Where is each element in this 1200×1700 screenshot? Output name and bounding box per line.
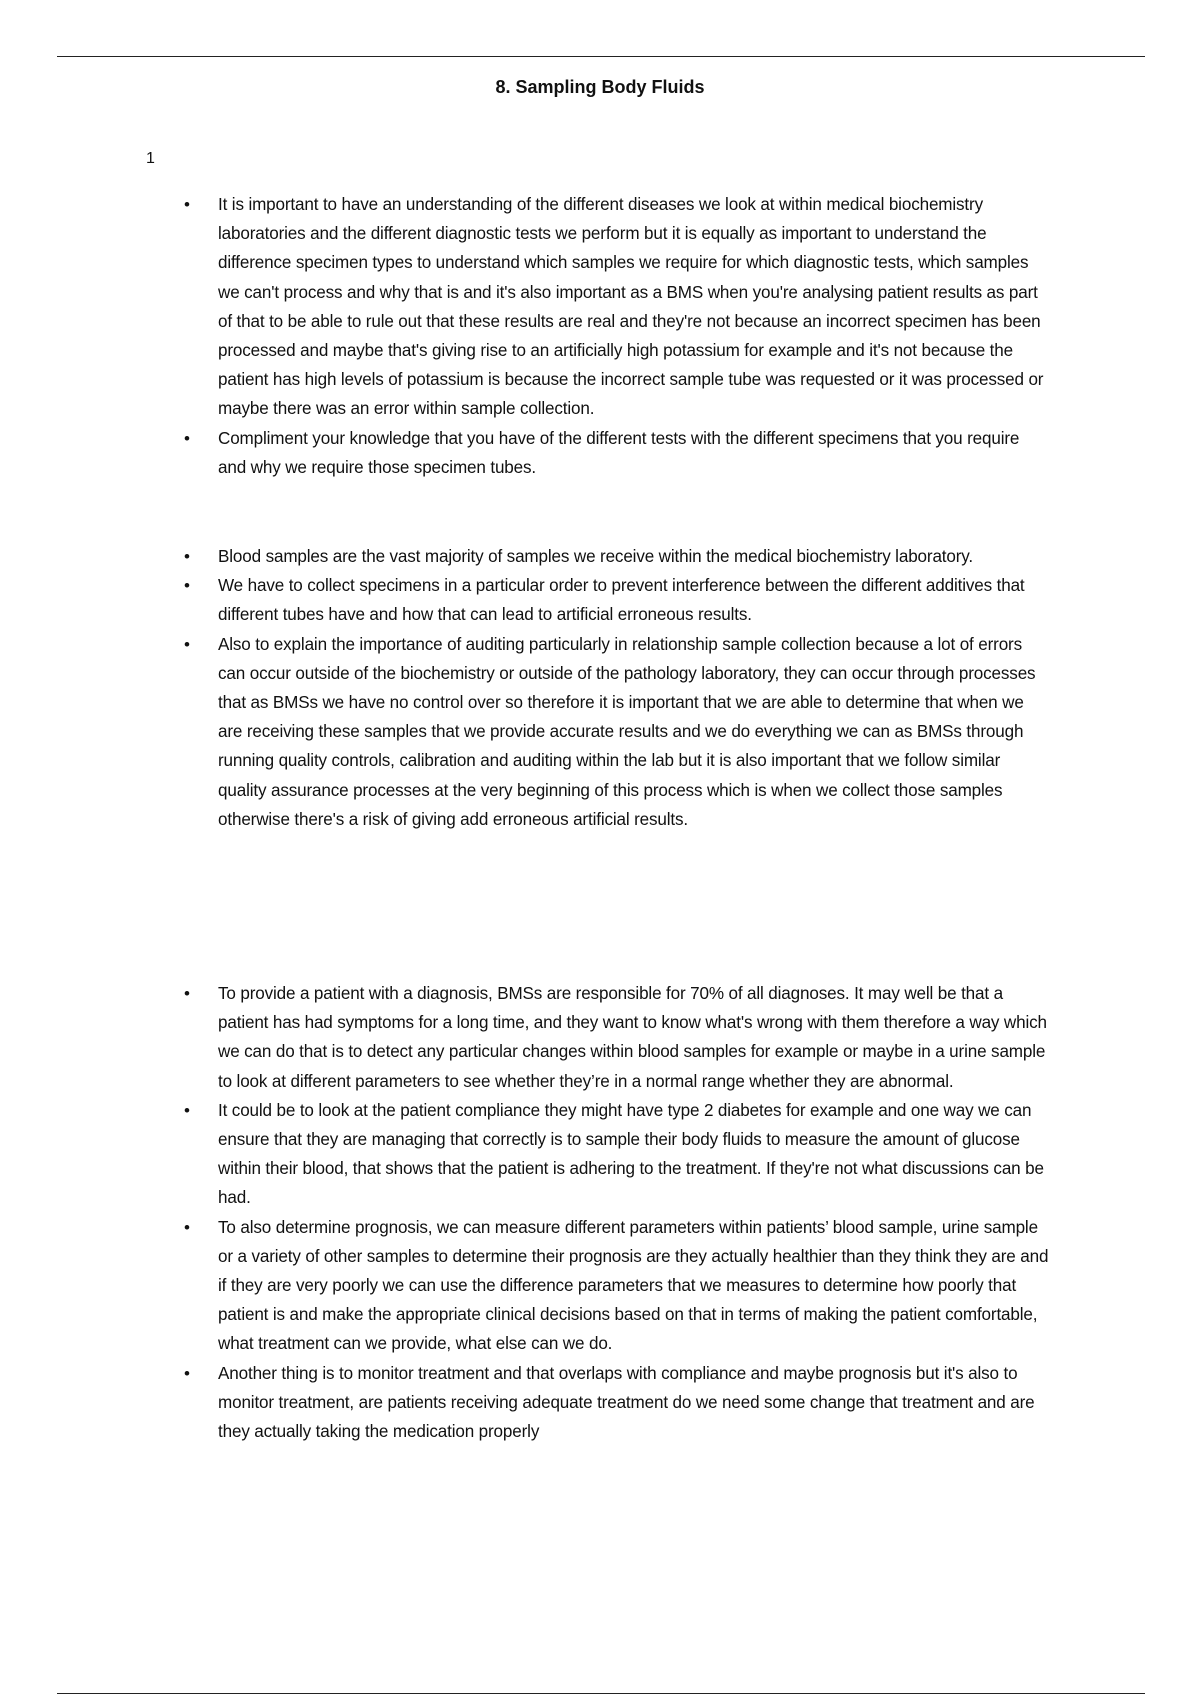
list-item — [180, 571, 1050, 629]
bullet-icon: • — [184, 984, 190, 1003]
bullet-icon: • — [184, 428, 190, 448]
bullet-icon: • — [184, 576, 190, 596]
list-item-text: We have to collect specimens in a particular order to prevent interference between the different additives that different tubes have and how that can lead to artificial erroneous results. — [218, 576, 1025, 625]
document-title: 8. Sampling Body Fluids — [495, 77, 705, 97]
list-item — [180, 1213, 1050, 1359]
list-item-text: Also to explain the importance of auditing particularly in relationship sample collection because a lot of errors can occur outside of the biochemistry or outside of the pathology laboratory, they can occur through processes that as BMSs we have no control over so therefore it is important that we are able to determine that when we are receiving these samples that we provide accurate results and we do everything we can as BMSs through running quality controls, calibration and auditing within the lab but it is also important that we follow similar quality assurance processes at the very beginning of this process which is when we collect those samples otherwise there's a risk of giving add erroneous artificial results. — [218, 634, 1036, 829]
list-item — [180, 630, 1050, 834]
header-rule — [57, 56, 1145, 57]
list-item-text: To provide a patient with a diagnosis, BMSs are responsible for 70% of all diagnoses. It may well be that a patient has had symptoms for a long time, and they want to know what's wrong with them therefore a way which we can do that is to detect any particular changes within blood samples for example or maybe in a urine sample to look at different parameters to see whether they’re in a normal range whether they are abnormal. — [218, 984, 1047, 1091]
bullet-icon: • — [184, 1217, 190, 1237]
bullet-icon: • — [184, 1363, 190, 1383]
list-item-text: Blood samples are the vast majority of samples we receive within the medical biochemistry laboratory. — [218, 547, 974, 566]
list-item — [180, 1096, 1050, 1213]
list-item-text: To also determine prognosis, we can measure different parameters within patients’ blood sample, urine sample or a variety of other samples to determine their prognosis are they actually healthier than they think they are and if they are very poorly we can use the difference parameters that we measures to determine how poorly that patient is and make the appropriate clinical decisions based on that in terms of making the patient comfortable, what treatment can we provide, what else can we do. — [218, 1217, 1049, 1354]
bullet-icon: • — [184, 634, 190, 654]
list-item — [180, 542, 1050, 571]
list-item — [180, 424, 1050, 482]
list-item — [180, 1359, 1050, 1447]
footer-rule — [57, 1693, 1145, 1694]
list-item-text: It could be to look at the patient compliance they might have type 2 diabetes for example and one way we can ensure that they are managing that correctly is to sample their body fluids to measure the amount of glucose within their blood, that shows that the patient is adhering to the treatment. If they're not what discussions can be had. — [218, 1100, 1044, 1208]
bullet-icon: • — [184, 1100, 190, 1120]
section-number: 1 — [146, 150, 155, 167]
bullet-list-group-1 — [180, 190, 1050, 482]
list-item — [180, 979, 1050, 1096]
list-item-text: It is important to have an understanding of the different diseases we look at within medical biochemistry laboratories and the different diagnostic tests we perform but it is equally as important to understand the difference specimen types to understand which samples we require for which diagnostic tests, which samples we can't process and why that is and it's also important as a BMS when you're analysing patient results as part of that to be able to rule out that these results are real and they're not because an incorrect specimen has been processed and maybe that's giving rise to an artificially high potassium for example and it's not because the patient has high levels of potassium is because the incorrect sample tube was requested or it was processed or maybe there was an error within sample collection. — [218, 195, 1044, 419]
bullet-icon: • — [184, 547, 190, 566]
list-item-text: Another thing is to monitor treatment and that overlaps with compliance and maybe prognosis but it's also to monitor treatment, are patients receiving adequate treatment do we need some change that treatment and are they actually taking the medication properly — [218, 1363, 1035, 1442]
bullet-list-group-3 — [180, 979, 1050, 1446]
bullet-icon: • — [184, 195, 190, 214]
list-item-text: Compliment your knowledge that you have of the different tests with the different specimens that you require and why we require those specimen tubes. — [218, 428, 1020, 477]
bullet-list-group-2 — [180, 542, 1050, 834]
list-item — [180, 190, 1050, 424]
